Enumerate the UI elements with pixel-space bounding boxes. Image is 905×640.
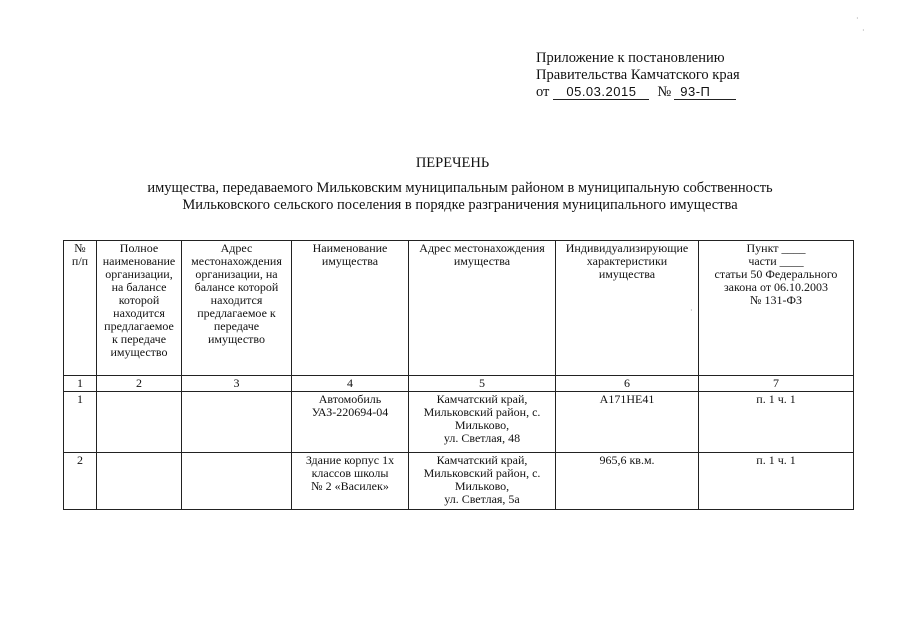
column-number: 5 [409, 376, 556, 392]
row-org-address [182, 453, 292, 510]
document-title: ПЕРЕЧЕНЬ [415, 155, 490, 171]
appendix-header [536, 50, 740, 101]
appendix-line-1: Приложение к постановлению [536, 50, 725, 66]
table-row [64, 453, 854, 510]
column-number: 2 [97, 376, 182, 392]
row-number: 2 [64, 453, 97, 510]
row-property-address: Камчатский край, Мильковский район, с. Мильково, ул. Светлая, 48 [409, 392, 556, 453]
header-property-name: Наименование имущества [292, 241, 409, 376]
appendix-from-label: от [536, 84, 550, 100]
appendix-date: 05.03.2015 [553, 85, 649, 100]
subtitle-line-1: имущества, передаваемого Мильковским муниципальным районом в муниципальную собственность [147, 180, 773, 196]
column-number: 6 [556, 376, 699, 392]
appendix-number-sign: № [657, 84, 672, 100]
column-number: 4 [292, 376, 409, 392]
header-characteristics: Индивидуализирующие характеристики имущества [556, 241, 699, 376]
row-law-clause: п. 1 ч. 1 [699, 453, 854, 510]
appendix-line-2: Правительства Камчатского края [536, 67, 740, 83]
row-org-name [97, 453, 182, 510]
table-header-row [64, 241, 854, 376]
column-number: 1 [64, 376, 97, 392]
header-law-clause: Пункт ____ части ____ статьи 50 Федерального закона от 06.10.2003 № 131-ФЗ [699, 241, 854, 376]
row-org-address [182, 392, 292, 453]
row-property-name: Автомобиль УАЗ-220694-04 [292, 392, 409, 453]
appendix-line-3 [536, 84, 740, 101]
document-subtitle [60, 180, 860, 214]
row-number: 1 [64, 392, 97, 453]
header-org-name: Полное наименование организации, на балансе которой находится предлагаемое к передаче имущество [97, 241, 182, 376]
row-characteristics: А171НЕ41 [556, 392, 699, 453]
row-property-name: Здание корпус 1х классов школы № 2 «Василек» [292, 453, 409, 510]
appendix-number: 93-П [674, 85, 736, 100]
header-number: № п/п [64, 241, 97, 376]
header-org-address: Адрес местонахождения организации, на балансе которой находится предлагаемое к передаче имущество [182, 241, 292, 376]
scan-speck: · [856, 14, 859, 23]
table-row [64, 392, 854, 453]
scan-speck: · [862, 26, 865, 35]
column-number: 7 [699, 376, 854, 392]
column-number: 3 [182, 376, 292, 392]
scan-speck: · [690, 306, 693, 315]
header-property-address: Адрес местонахождения имущества [409, 241, 556, 376]
row-law-clause: п. 1 ч. 1 [699, 392, 854, 453]
row-property-address: Камчатский край, Мильковский район, с. Мильково, ул. Светлая, 5а [409, 453, 556, 510]
subtitle-line-2: Мильковского сельского поселения в порядке разграничения муниципального имущества [182, 197, 738, 213]
row-characteristics: 965,6 кв.м. [556, 453, 699, 510]
row-org-name [97, 392, 182, 453]
column-numbers-row [64, 376, 854, 392]
property-table [63, 240, 854, 510]
